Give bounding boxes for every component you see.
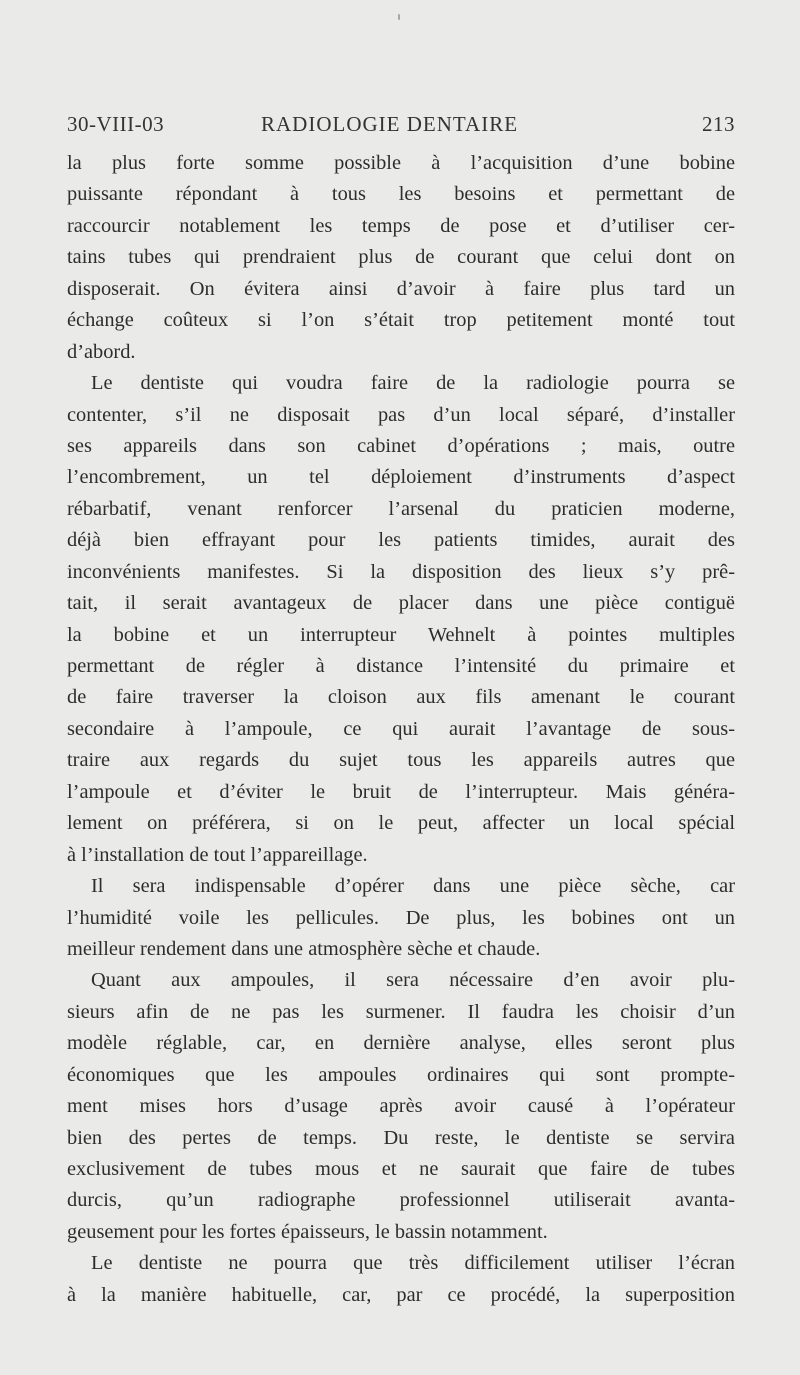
text-line: ment mises hors d’usage après avoir causé à l’opérateur bbox=[67, 1095, 735, 1118]
text-line: modèle réglable, car, en dernière analyse, elles seront plus bbox=[67, 1032, 735, 1055]
text-line: puissante répondant à tous les besoins et permettant de bbox=[67, 183, 735, 206]
text-line: exclusivement de tubes mous et ne saurait que faire de tubes bbox=[67, 1158, 735, 1180]
text-line: meilleur rendement dans une atmosphère sèche et chaude. bbox=[67, 937, 541, 960]
text-line: à la manière habituelle, car, par ce procédé, la superposition bbox=[67, 1283, 735, 1306]
text-line: lement on préférera, si on le peut, affecter un local spécial bbox=[67, 812, 735, 835]
text-line: tains tubes qui prendraient plus de courant que celui dont on bbox=[67, 246, 735, 269]
text-line: la bobine et un interrupteur Wehnelt à pointes multiples bbox=[67, 623, 735, 646]
text-line: économiques que les ampoules ordinaires qui sont prompte- bbox=[67, 1063, 735, 1086]
text-line: l’ampoule et d’éviter le bruit de l’interrupteur. Mais généra- bbox=[67, 780, 735, 803]
page-number: 213 bbox=[702, 112, 735, 136]
text-line: disposerait. On évitera ainsi d’avoir à faire plus tard un bbox=[67, 277, 735, 300]
running-header bbox=[67, 112, 735, 142]
text-line: la plus forte somme possible à l’acquisition d’une bobine bbox=[67, 152, 735, 174]
text-line: tait, il serait avantageux de placer dans une pièce contiguë bbox=[67, 592, 735, 615]
text-line: échange coûteux si l’on s’était trop petitement monté tout bbox=[67, 309, 735, 332]
text-line: à l’installation de tout l’appareillage. bbox=[67, 843, 368, 866]
text-line: bien des pertes de temps. Du reste, le dentiste se servira bbox=[67, 1126, 735, 1149]
text-line: Quant aux ampoules, il sera nécessaire d’en avoir plu- bbox=[91, 969, 735, 992]
header-date: 30-VIII-03 bbox=[67, 112, 165, 136]
text-line: d’abord. bbox=[67, 340, 136, 363]
text-line: durcis, qu’un radiographe professionnel utiliserait avanta- bbox=[67, 1189, 735, 1212]
text-line: contenter, s’il ne disposait pas d’un local séparé, d’installer bbox=[67, 403, 735, 426]
text-line: l’humidité voile les pellicules. De plus, les bobines ont un bbox=[67, 906, 735, 929]
text-line: inconvénients manifestes. Si la disposition des lieux s’y prê- bbox=[67, 560, 735, 583]
text-line: Le dentiste ne pourra que très difficilement utiliser l’écran bbox=[91, 1252, 735, 1275]
text-line: ses appareils dans son cabinet d’opérations ; mais, outre bbox=[67, 434, 735, 457]
text-line: l’encombrement, un tel déploiement d’instruments d’aspect bbox=[67, 466, 735, 489]
text-line: Le dentiste qui voudra faire de la radiologie pourra se bbox=[91, 372, 735, 395]
text-line: sieurs afin de ne pas les surmener. Il faudra les choisir d’un bbox=[67, 1000, 735, 1023]
text-line: geusement pour les fortes épaisseurs, le bassin notamment. bbox=[67, 1220, 548, 1243]
text-line: raccourcir notablement les temps de pose et d’utiliser cer- bbox=[67, 214, 735, 237]
header-title: RADIOLOGIE DENTAIRE bbox=[261, 112, 519, 136]
text-line: secondaire à l’ampoule, ce qui aurait l’avantage de sous- bbox=[67, 717, 735, 740]
text-line: traire aux regards du sujet tous les appareils autres que bbox=[67, 749, 735, 772]
text-line: permettant de régler à distance l’intensité du primaire et bbox=[67, 655, 735, 677]
text-line: de faire traverser la cloison aux fils amenant le courant bbox=[67, 686, 735, 709]
text-line: Il sera indispensable d’opérer dans une pièce sèche, car bbox=[91, 875, 735, 898]
text-line: déjà bien effrayant pour les patients timides, aurait des bbox=[67, 529, 735, 552]
printer-mark bbox=[398, 14, 400, 20]
body-text bbox=[67, 148, 735, 1311]
text-line: rébarbatif, venant renforcer l’arsenal du praticien moderne, bbox=[67, 497, 735, 520]
